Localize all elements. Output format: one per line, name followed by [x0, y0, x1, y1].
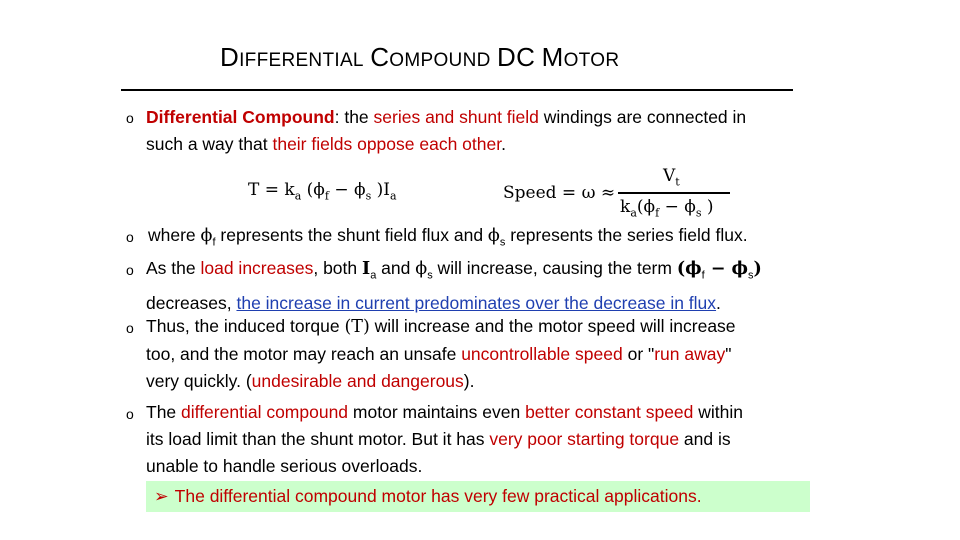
- bullet-marker: o: [126, 229, 134, 245]
- paragraph-comparison: The differential compound motor maintains even better constant speed within its load limit than the shunt motor. But it has very poor starting torque and is unable to handle serious overloads.: [146, 402, 743, 476]
- torque-equation: $T = k_a$ ($\phi_f - \phi_s$ )$I_a$: [248, 180, 397, 203]
- bullet-marker: o: [126, 406, 134, 422]
- paragraph-definition: Differential Compound: the series and shunt field windings are connected in such a way that their fields oppose each other.: [146, 107, 747, 154]
- fraction-bar: [618, 192, 730, 194]
- title-underline: [121, 89, 793, 91]
- bullet-marker: o: [126, 320, 134, 336]
- bullet-marker: o: [126, 262, 134, 278]
- bullet-marker: o: [126, 110, 134, 126]
- paragraph-torque-speed: Thus, the induced torque (T) will increase and the motor speed will increase too, and the motor may reach an unsafe uncontrollable speed or "run away" very quickly. (undesirable and dangerous).: [146, 316, 736, 391]
- paragraph-flux-definitions: where $\phi_f$ represents the shunt field flux and $\phi_s$ represents the series field flux.: [148, 225, 748, 249]
- arrow-bullet-icon: ➢: [154, 486, 169, 506]
- conclusion-text: The differential compound motor has very few practical applications.: [174, 486, 702, 506]
- highlighted-conclusion: [146, 481, 810, 512]
- slide-title: DIFFERENTIAL COMPOUND DC MOTOR: [220, 42, 620, 72]
- paragraph-load-increase: As the load increases, both $I_a$ and $\phi_s$ will increase, causing the term $(\phi_f - \phi_s)$ decreases, the increase in current predominates over the decrease in flux.: [146, 258, 762, 313]
